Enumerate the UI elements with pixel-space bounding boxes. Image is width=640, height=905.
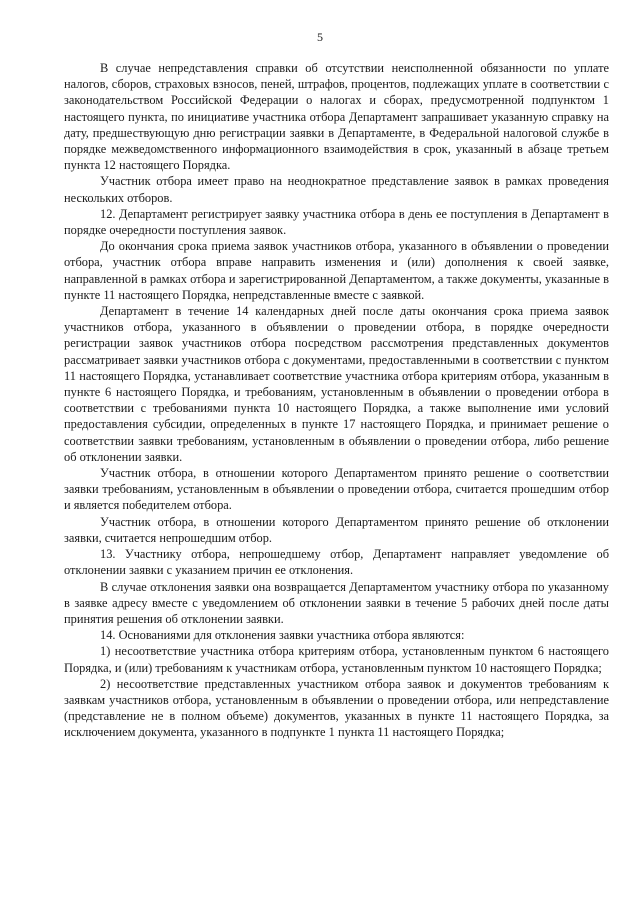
paragraph-certificate-request: В случае непредставления справки об отсутствии неисполненной обязанности по уплате налогов, сборов, страховых взносов, пеней, штрафов, процентов, подлежащих уплате в соответствии с законодательством Российской Федерации о налогах и сборах, предусмотренной подпунктом 1 настоящего пункта, по инициативе участника отбора Департамент запрашивает указанную справку на дату, предшествующую дню регистрации заявки в Департаменте, в Федеральной налоговой службе в порядке межведомственного информационного взаимодействия в срок, указанный в абзаце третьем пункта 12 настоящего Порядка.: [64, 61, 609, 173]
paragraph-ground-1: 1) несоответствие участника отбора критериям отбора, установленным пунктом 6 настоящего Порядка, и (или) требованиям к участникам отбора, установленным пунктом 10 настоящего Порядка;: [64, 644, 609, 675]
paragraph-ground-2: 2) несоответствие представленных участником отбора заявок и документов требованиям к заявкам участников отбора, установленным в объявлении о проведении отбора, или непредставление (представление не в полном объеме) документов, указанных в пункте 11 настоящего Порядка, за исключением документа, указанного в подпункте 1 пункта 11 настоящего Порядка;: [64, 676, 609, 740]
paragraph-selection-winner: Участник отбора, в отношении которого Департаментом принято решение о соответствии заявки требованиям, установленным в объявлении о проведении отбора, считается прошедшим отбор и является победителем отбора.: [64, 466, 609, 513]
paragraph-application-return: В случае отклонения заявки она возвращается Департаментом участнику отбора по указанному в заявке адресу вместе с уведомлением об отклонении заявки в течение 5 рабочих дней после даты принятия решения об отклонении заявки.: [64, 579, 609, 626]
paragraph-application-changes: До окончания срока приема заявок участников отбора, указанного в объявлении о проведении отбора, участник отбора вправе направить изменения и (или) дополнения к своей заявке, направленной в рамках отбора и зарегистрированной Департаментом, а также документы, указанные в пункте 11 настоящего Порядка, непредставленные вместе с заявкой.: [64, 239, 609, 302]
paragraph-selection-not-passed: Участник отбора, в отношении которого Департаментом принято решение об отклонении заявки, считается непрошедшим отбор.: [64, 514, 609, 545]
paragraph-clause-13-rejection-notice: 13. Участнику отбора, непрошедшему отбор, Департамент направляет уведомление об отклонении заявки с указанием причин ее отклонения.: [64, 547, 609, 578]
page-number: 5: [317, 30, 323, 44]
document-body: [64, 60, 609, 741]
paragraph-clause-14-grounds: 14. Основаниями для отклонения заявки участника отбора являются:: [100, 628, 465, 643]
paragraph-multiple-applications: Участник отбора имеет право на неоднократное представление заявок в рамках проведения нескольких отборов.: [64, 174, 609, 205]
paragraph-clause-12-registration: 12. Департамент регистрирует заявку участника отбора в день ее поступления в Департамент в порядке очередности поступления заявок.: [64, 206, 609, 238]
paragraph-review-period: Департамент в течение 14 календарных дней после даты окончания срока приема заявок участников отбора, указанного в объявлении о проведении отбора, в порядке очередности регистрации заявок участников отбора посредством рассмотрения представленных документов рассматривает заявки участников отбора с документами, предоставленными в соответствии с пунктом 11 настоящего Порядка, устанавливает соответствие участника отбора критериям отбора, указанным в пункте 6 настоящего Порядка, и требованиям, установленным в объявлении о проведении отбора в соответствии с требованиями пункта 10 настоящего Порядка, а также выполнение ими условий предоставления субсидии, определенных в пункте 17 настоящего Порядка, и принимает решение о соответствии заявки требованиям, установленным в объявлении о проведении отбора, либо решение об отклонении заявки.: [64, 304, 609, 464]
